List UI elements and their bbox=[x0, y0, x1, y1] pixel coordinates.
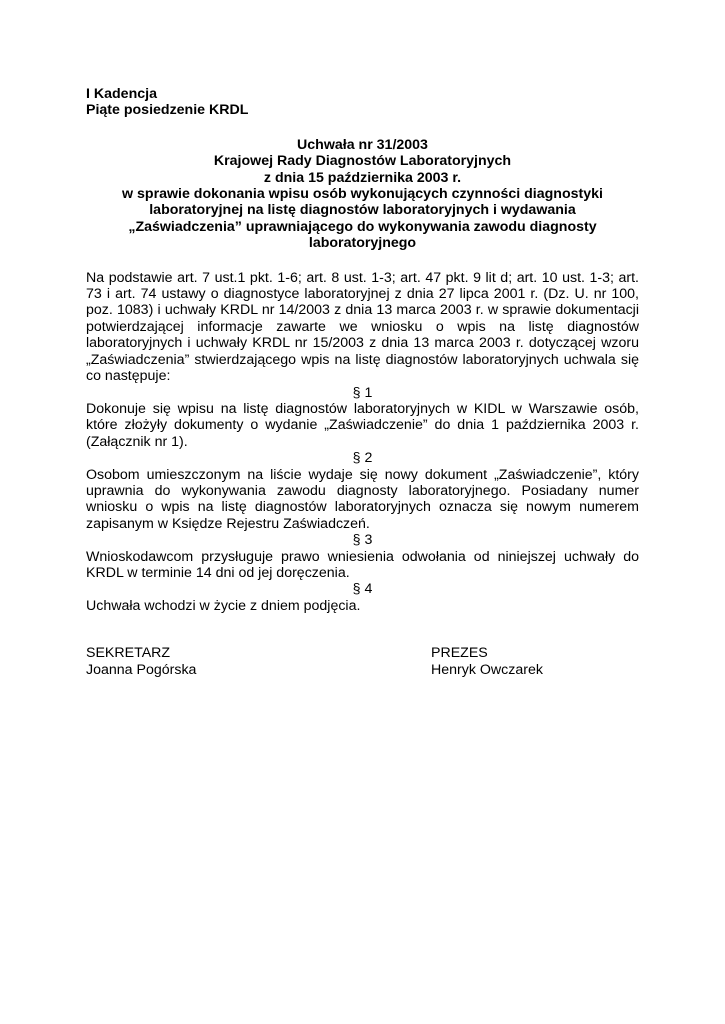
section-sign: § 3 bbox=[352, 532, 373, 549]
title-line: „Zaświadczenia” uprawniającego do wykonywania zawodu diagnosty bbox=[128, 218, 597, 235]
title-line: Uchwała nr 31/2003 bbox=[297, 136, 428, 153]
signature-block bbox=[86, 645, 639, 681]
term-label: I Kadencja bbox=[86, 86, 157, 102]
document-header bbox=[86, 86, 639, 119]
section-2 bbox=[86, 450, 639, 532]
resolution-title bbox=[86, 137, 639, 252]
section-4 bbox=[86, 581, 639, 614]
president-signature bbox=[431, 645, 543, 678]
section-text: Wnioskodawcom przysługuje prawo wniesienia odwołania od niniejszej uchwały do KRDL w terminie 14 dni od jej doręczenia. bbox=[86, 548, 639, 581]
title-line: w sprawie dokonania wpisu osób wykonujących czynności diagnostyki bbox=[122, 186, 603, 203]
preamble-paragraph: Na podstawie art. 7 ust.1 pkt. 1-6; art. 8 ust. 1-3; art. 47 pkt. 9 lit d; art. 10 ust. 1-3; art. 73 i art. 74 ustawy o diagnostyce laboratoryjnej z dnia 27 lipca 2001 r. (Dz. U. nr 100, poz. 1083) i uchwały KRDL nr 14/2003 z dnia 13 marca 2003 r. w sprawie dokumentacji potwierdzającej informacje zawarte we wniosku o wpis na listę diagnostów laboratoryjnych i uchwały KRDL nr 15/2003 z dnia 13 marca 2003 r. dotyczącej wzoru „Zaświadczenia” stwierdzającego wpis na listę diagnostów laboratoryjnych uchwala się co następuje: bbox=[86, 269, 639, 385]
section-1 bbox=[86, 385, 639, 451]
title-line: laboratoryjnej na listę diagnostów laboratoryjnych i wydawania bbox=[149, 202, 576, 219]
section-sign: § 4 bbox=[352, 581, 373, 598]
section-text: Dokonuje się wpisu na listę diagnostów laboratoryjnych w KIDL w Warszawie osób, które złożyły dokumenty o wydanie „Zaświadczenie” do dnia 1 października 2003 r. (Załącznik nr 1). bbox=[86, 400, 639, 450]
section-sign: § 1 bbox=[352, 384, 373, 401]
secretary-signature bbox=[86, 645, 196, 678]
session-label: Piąte posiedzenie KRDL bbox=[86, 102, 249, 119]
secretary-role: SEKRETARZ bbox=[86, 645, 171, 662]
title-line: Krajowej Rady Diagnostów Laboratoryjnych bbox=[213, 153, 512, 170]
title-line: laboratoryjnego bbox=[308, 235, 417, 252]
section-sign: § 2 bbox=[352, 450, 373, 467]
title-line: z dnia 15 października 2003 r. bbox=[263, 169, 462, 186]
document-page bbox=[86, 86, 639, 681]
president-name: Henryk Owczarek bbox=[431, 661, 543, 678]
section-3 bbox=[86, 532, 639, 581]
president-role: PREZES bbox=[431, 645, 488, 662]
secretary-name: Joanna Pogórska bbox=[86, 661, 197, 678]
section-text: Osobom umieszczonym na liście wydaje się nowy dokument „Zaświadczenie”, który uprawnia do wykonywania zawodu diagnosty laboratoryjnego. Posiadany numer wniosku o wpis na listę diagnostów laboratoryjnych oznacza się nowym numerem zapisanym w Księdze Rejestru Zaświadczeń. bbox=[86, 466, 639, 532]
section-text: Uchwała wchodzi w życie z dniem podjęcia. bbox=[86, 597, 361, 614]
